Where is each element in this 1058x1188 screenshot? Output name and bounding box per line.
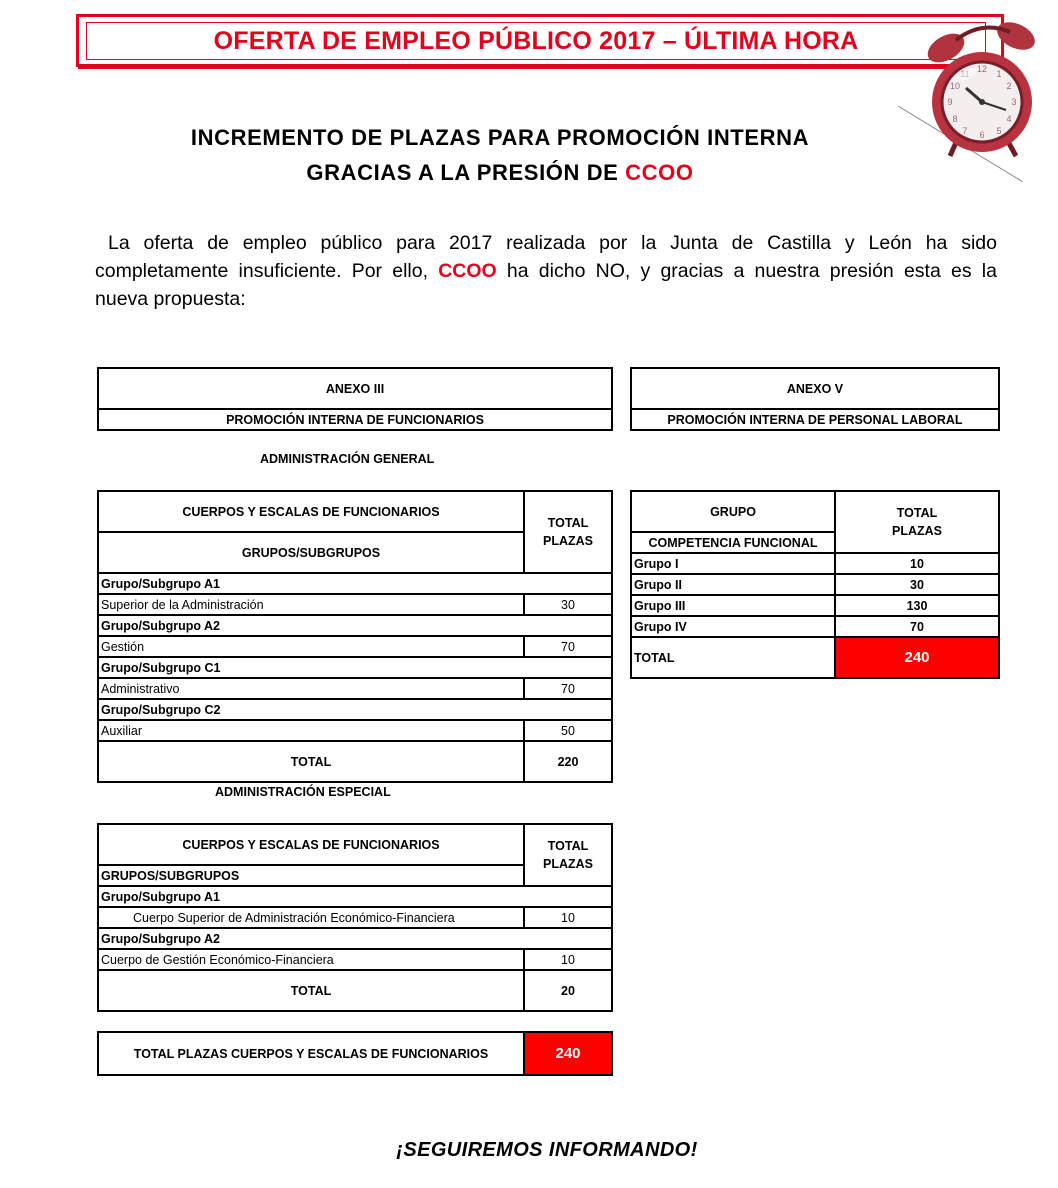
svg-text:5: 5 <box>996 126 1002 136</box>
intro-line-3: nueva propuesta: <box>95 288 246 310</box>
especial-header-grupos: GRUPOS/SUBGRUPOS <box>97 864 525 887</box>
general-item-value: 70 <box>523 635 613 658</box>
general-item-name: Superior de la Administración <box>97 593 525 616</box>
especial-group-row: Grupo/Subgrupo A1 <box>97 885 613 908</box>
laboral-row-value: 70 <box>834 615 1000 638</box>
general-item-value: 30 <box>523 593 613 616</box>
general-header-total: TOTAL PLAZAS <box>523 490 613 574</box>
general-header-grupos: GRUPOS/SUBGRUPOS <box>97 531 525 574</box>
general-item-name: Auxiliar <box>97 719 525 742</box>
general-item-name: Administrativo <box>97 677 525 700</box>
general-item-name: Gestión <box>97 635 525 658</box>
headline-line-2 <box>90 160 910 186</box>
laboral-header-competencia: COMPETENCIA FUNCIONAL <box>630 531 836 554</box>
headline-line-1: INCREMENTO DE PLAZAS PARA PROMOCIÓN INTERNA <box>190 125 810 150</box>
svg-text:1: 1 <box>996 69 1002 79</box>
especial-total-label: TOTAL <box>97 969 525 1012</box>
general-header-cuerpos: CUERPOS Y ESCALAS DE FUNCIONARIOS <box>97 490 525 533</box>
section-administracion-especial: ADMINISTRACIÓN ESPECIAL <box>215 785 391 799</box>
section-administracion-general: ADMINISTRACIÓN GENERAL <box>260 452 435 466</box>
intro-line-2-prefix: completamente insuficiente. Por ello, <box>95 260 439 282</box>
especial-header-total: TOTAL PLAZAS <box>523 823 613 887</box>
intro-line-2 <box>95 257 997 285</box>
laboral-row-value: 130 <box>834 594 1000 617</box>
laboral-total-value: 240 <box>834 636 1000 679</box>
ccoo-highlight: CCOO <box>625 160 694 185</box>
general-group-row: Grupo/Subgrupo C2 <box>97 698 613 721</box>
svg-text:10: 10 <box>949 81 961 91</box>
laboral-row-name: Grupo I <box>630 552 836 575</box>
laboral-row-value: 30 <box>834 573 1000 596</box>
general-item-value: 70 <box>523 677 613 700</box>
anexo-v-subtitle: PROMOCIÓN INTERNA DE PERSONAL LABORAL <box>630 408 1000 431</box>
general-item-value: 50 <box>523 719 613 742</box>
svg-text:4: 4 <box>1006 114 1012 124</box>
page-title: OFERTA DE EMPLEO PÚBLICO 2017 – ÚLTIMA HORA <box>213 27 859 55</box>
footer-message: ¡SEGUIREMOS INFORMANDO! <box>396 1139 698 1161</box>
svg-text:9: 9 <box>947 97 953 107</box>
laboral-row-name: Grupo IV <box>630 615 836 638</box>
general-total-value: 220 <box>523 740 613 783</box>
laboral-header-grupo: GRUPO <box>630 490 836 533</box>
especial-total-value: 20 <box>523 969 613 1012</box>
especial-header-cuerpos: CUERPOS Y ESCALAS DE FUNCIONARIOS <box>97 823 525 866</box>
especial-item-name: Cuerpo Superior de Administración Económico-Financiera <box>97 906 525 929</box>
anexo-iii-subtitle: PROMOCIÓN INTERNA DE FUNCIONARIOS <box>97 408 613 431</box>
especial-item-value: 10 <box>523 906 613 929</box>
laboral-row-name: Grupo III <box>630 594 836 617</box>
anexo-iii-title: ANEXO III <box>97 367 613 410</box>
svg-text:6: 6 <box>979 130 985 140</box>
laboral-row-value: 10 <box>834 552 1000 575</box>
svg-text:7: 7 <box>962 126 968 136</box>
svg-text:3: 3 <box>1011 97 1017 107</box>
svg-text:12: 12 <box>976 64 988 74</box>
general-group-row: Grupo/Subgrupo A2 <box>97 614 613 637</box>
laboral-row-name: Grupo II <box>630 573 836 596</box>
intro-paragraph <box>95 229 997 313</box>
general-total-label: TOTAL <box>97 740 525 783</box>
grand-total-label: TOTAL PLAZAS CUERPOS Y ESCALAS DE FUNCIONARIOS <box>97 1031 525 1076</box>
alarm-clock-icon <box>898 6 1058 182</box>
especial-item-value: 10 <box>523 948 613 971</box>
especial-item-name: Cuerpo de Gestión Económico-Financiera <box>97 948 525 971</box>
ccoo-highlight-intro: CCOO <box>438 260 497 282</box>
general-group-row: Grupo/Subgrupo A1 <box>97 572 613 595</box>
intro-line-1: La oferta de empleo público para 2017 realizada por la Junta de Castilla y León ha sido <box>108 232 997 254</box>
svg-text:8: 8 <box>952 114 958 124</box>
anexo-v-title: ANEXO V <box>630 367 1000 410</box>
svg-text:2: 2 <box>1006 81 1012 91</box>
intro-line-2-suffix: ha dicho NO, y gracias a nuestra presión esta es la <box>496 260 997 282</box>
laboral-header-total: TOTAL PLAZAS <box>834 490 1000 554</box>
laboral-total-label: TOTAL <box>630 636 836 679</box>
general-group-row: Grupo/Subgrupo C1 <box>97 656 613 679</box>
headline-line-2-text: GRACIAS A LA PRESIÓN DE <box>306 160 626 185</box>
grand-total-value: 240 <box>523 1031 613 1076</box>
especial-group-row: Grupo/Subgrupo A2 <box>97 927 613 950</box>
